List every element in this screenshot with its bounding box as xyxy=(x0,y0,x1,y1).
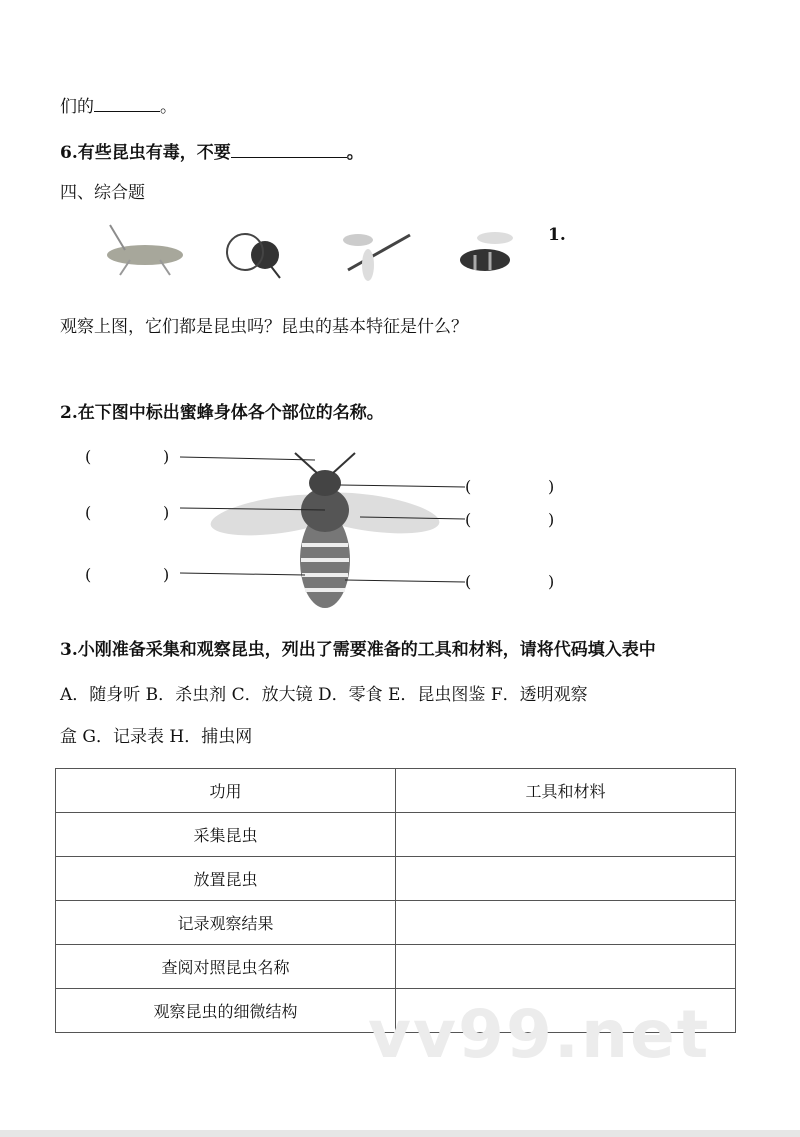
answer-cell[interactable] xyxy=(396,901,736,945)
question-2: 2.在下图中标出蜜蜂身体各个部位的名称。 xyxy=(60,403,384,423)
question-6: 6.有些昆虫有毒，不要 。 xyxy=(60,143,364,163)
label-paren: ( xyxy=(465,572,472,591)
answer-cell[interactable] xyxy=(396,813,736,857)
column-header: 工具和材料 xyxy=(396,769,736,813)
wasp-image xyxy=(460,232,513,271)
options-line-1: A．随身听 B．杀虫剂 C．放大镜 D．零食 E．昆虫图鉴 F．透明观察 xyxy=(60,685,588,705)
question-3: 3.小刚准备采集和观察昆虫，列出了需要准备的工具和材料，请将代码填入表中 xyxy=(60,640,656,660)
label-paren: ( xyxy=(465,510,472,529)
fill-line-prev: 们的 。 xyxy=(60,97,177,117)
section-title: 四、综合题 xyxy=(60,183,145,203)
grasshopper-image xyxy=(107,225,183,275)
answer-blank[interactable] xyxy=(231,141,347,158)
function-cell: 采集昆虫 xyxy=(56,813,396,857)
dragonfly-image xyxy=(343,234,410,281)
function-cell: 放置昆虫 xyxy=(56,857,396,901)
insect-images xyxy=(100,220,530,285)
bee-diagram xyxy=(175,445,475,615)
label-paren: ) xyxy=(163,565,170,584)
question-1: 观察上图，它们都是昆虫吗？昆虫的基本特征是什么？ xyxy=(60,317,468,337)
options-line-2: 盒 G．记录表 H．捕虫网 xyxy=(60,727,253,747)
label-paren: ) xyxy=(163,503,170,522)
page-bottom-edge xyxy=(0,1130,800,1137)
answer-cell[interactable] xyxy=(396,857,736,901)
question-1-number: 1. xyxy=(548,225,566,245)
label-paren: ) xyxy=(163,447,170,466)
table-row xyxy=(56,857,736,901)
table-header-row xyxy=(56,769,736,813)
label-paren: ) xyxy=(548,477,555,496)
answer-blank[interactable] xyxy=(94,95,160,112)
spider-image xyxy=(227,234,280,278)
table-row xyxy=(56,945,736,989)
label-paren: ( xyxy=(465,477,472,496)
table-row xyxy=(56,813,736,857)
label-paren: ( xyxy=(85,503,92,522)
answer-table xyxy=(55,768,736,1033)
function-cell: 查阅对照昆虫名称 xyxy=(56,945,396,989)
label-paren: ( xyxy=(85,447,92,466)
table-row xyxy=(56,901,736,945)
label-paren: ( xyxy=(85,565,92,584)
label-paren: ) xyxy=(548,510,555,529)
function-cell: 观察昆虫的细微结构 xyxy=(56,989,396,1033)
function-cell: 记录观察结果 xyxy=(56,901,396,945)
label-paren: ) xyxy=(548,572,555,591)
column-header: 功用 xyxy=(56,769,396,813)
watermark: vv99.net xyxy=(368,996,711,1073)
answer-cell[interactable] xyxy=(396,945,736,989)
